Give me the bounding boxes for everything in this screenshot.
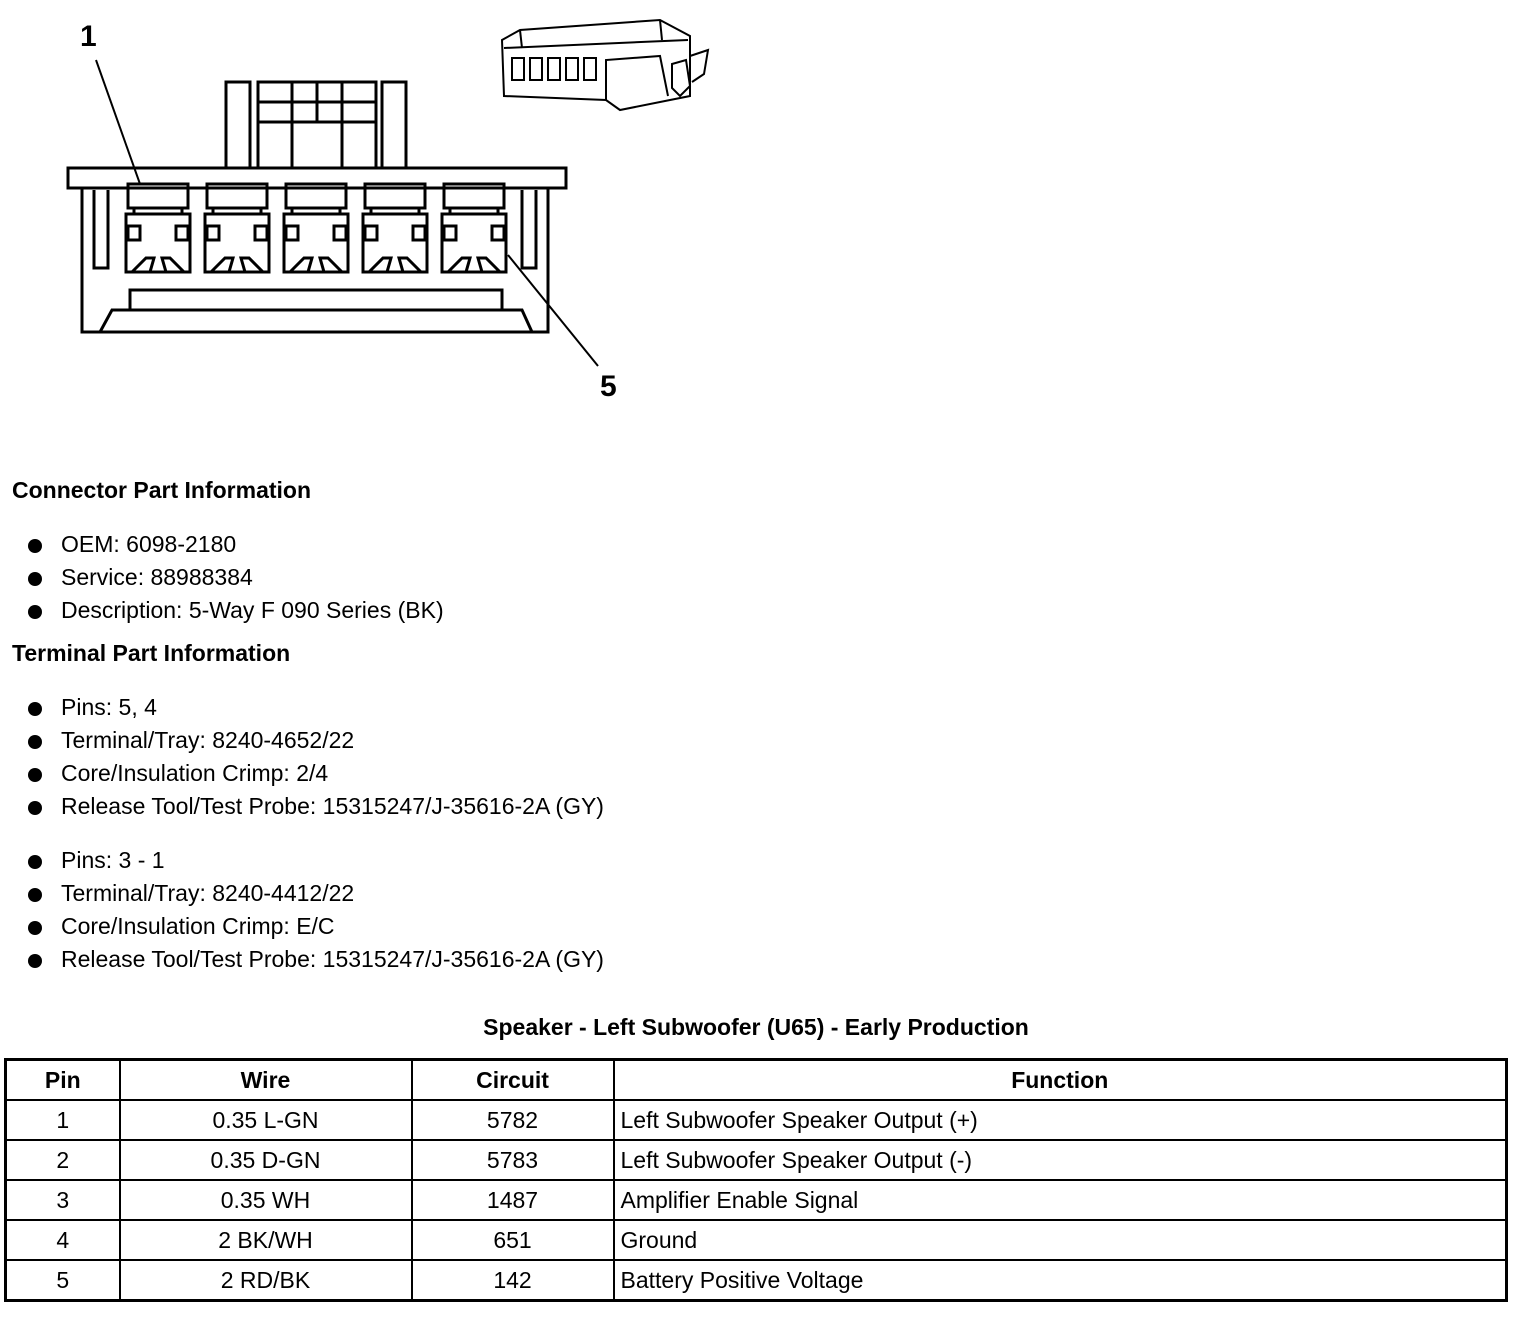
list-item-text: Core/Insulation Crimp: E/C <box>61 913 335 939</box>
cell-function: Ground <box>614 1220 1507 1260</box>
cell-circuit: 651 <box>412 1220 614 1260</box>
connector-info-list <box>28 528 444 627</box>
cell-circuit: 5783 <box>412 1140 614 1180</box>
cell-circuit: 142 <box>412 1260 614 1301</box>
list-item <box>28 724 604 757</box>
list-item-text: Description: 5-Way F 090 Series (BK) <box>61 597 444 623</box>
bullet-icon <box>28 888 42 902</box>
list-item-text: Pins: 5, 4 <box>61 694 157 720</box>
callout-label-first: 1 <box>80 20 97 53</box>
terminal-info-list-2 <box>28 844 604 976</box>
list-item <box>28 844 604 877</box>
bullet-icon <box>28 768 42 782</box>
cell-function: Battery Positive Voltage <box>614 1260 1507 1301</box>
connector-iso-view <box>502 20 708 110</box>
list-item <box>28 943 604 976</box>
terminal-cavity <box>284 184 348 272</box>
cell-wire: 0.35 D-GN <box>120 1140 412 1180</box>
bullet-icon <box>28 954 42 968</box>
list-item <box>28 877 604 910</box>
list-item <box>28 561 444 594</box>
list-item <box>28 910 604 943</box>
connector-info-heading: Connector Part Information <box>12 477 312 503</box>
header-function: Function <box>614 1060 1507 1101</box>
list-item-text: Release Tool/Test Probe: 15315247/J-35616-2A (GY) <box>61 946 604 972</box>
cell-pin: 1 <box>6 1100 120 1140</box>
pinout-table <box>4 1058 1508 1302</box>
terminal-cavities <box>126 184 506 272</box>
table-header-row <box>6 1060 1507 1101</box>
list-item <box>28 594 444 627</box>
bullet-icon <box>28 702 42 716</box>
list-item-text: Core/Insulation Crimp: 2/4 <box>61 760 329 786</box>
bullet-icon <box>28 855 42 869</box>
bullet-icon <box>28 605 42 619</box>
cell-pin: 2 <box>6 1140 120 1180</box>
list-item <box>28 528 444 561</box>
callout-label-last: 5 <box>600 370 617 403</box>
table-row <box>6 1140 1507 1180</box>
cell-function: Amplifier Enable Signal <box>614 1180 1507 1220</box>
terminal-cavity <box>442 184 506 272</box>
table-row <box>6 1100 1507 1140</box>
cell-pin: 5 <box>6 1260 120 1301</box>
bullet-icon <box>28 572 42 586</box>
terminal-info-heading: Terminal Part Information <box>12 640 291 666</box>
table-row <box>6 1260 1507 1301</box>
cell-pin: 3 <box>6 1180 120 1220</box>
cell-wire: 2 RD/BK <box>120 1260 412 1301</box>
cell-wire: 2 BK/WH <box>120 1220 412 1260</box>
table-row <box>6 1220 1507 1260</box>
list-item-text: Pins: 3 - 1 <box>61 847 165 873</box>
bullet-icon <box>28 539 42 553</box>
connector-latch <box>226 82 406 168</box>
terminal-cavity <box>205 184 269 272</box>
list-item <box>28 691 604 724</box>
terminal-cavity <box>126 184 190 272</box>
list-item-text: Service: 88988384 <box>61 564 253 590</box>
bullet-icon <box>28 735 42 749</box>
list-item-text: Terminal/Tray: 8240-4412/22 <box>61 880 355 906</box>
cell-function: Left Subwoofer Speaker Output (+) <box>614 1100 1507 1140</box>
cell-function: Left Subwoofer Speaker Output (-) <box>614 1140 1507 1180</box>
cell-wire: 0.35 WH <box>120 1180 412 1220</box>
header-circuit: Circuit <box>412 1060 614 1101</box>
cell-pin: 4 <box>6 1220 120 1260</box>
terminal-info-list-1 <box>28 691 604 823</box>
table-title: Speaker - Left Subwoofer (U65) - Early Production <box>483 1014 1029 1040</box>
callout-line-1 <box>96 60 140 184</box>
cell-circuit: 5782 <box>412 1100 614 1140</box>
list-item <box>28 757 604 790</box>
list-item-text: OEM: 6098-2180 <box>61 531 237 557</box>
bullet-icon <box>28 801 42 815</box>
cell-circuit: 1487 <box>412 1180 614 1220</box>
bullet-icon <box>28 921 42 935</box>
terminal-cavity <box>363 184 427 272</box>
header-wire: Wire <box>120 1060 412 1101</box>
connector-body <box>68 168 566 332</box>
connector-diagram <box>0 0 760 420</box>
list-item <box>28 790 604 823</box>
table-row <box>6 1180 1507 1220</box>
cell-wire: 0.35 L-GN <box>120 1100 412 1140</box>
header-pin: Pin <box>6 1060 120 1101</box>
list-item-text: Terminal/Tray: 8240-4652/22 <box>61 727 355 753</box>
list-item-text: Release Tool/Test Probe: 15315247/J-35616-2A (GY) <box>61 793 604 819</box>
